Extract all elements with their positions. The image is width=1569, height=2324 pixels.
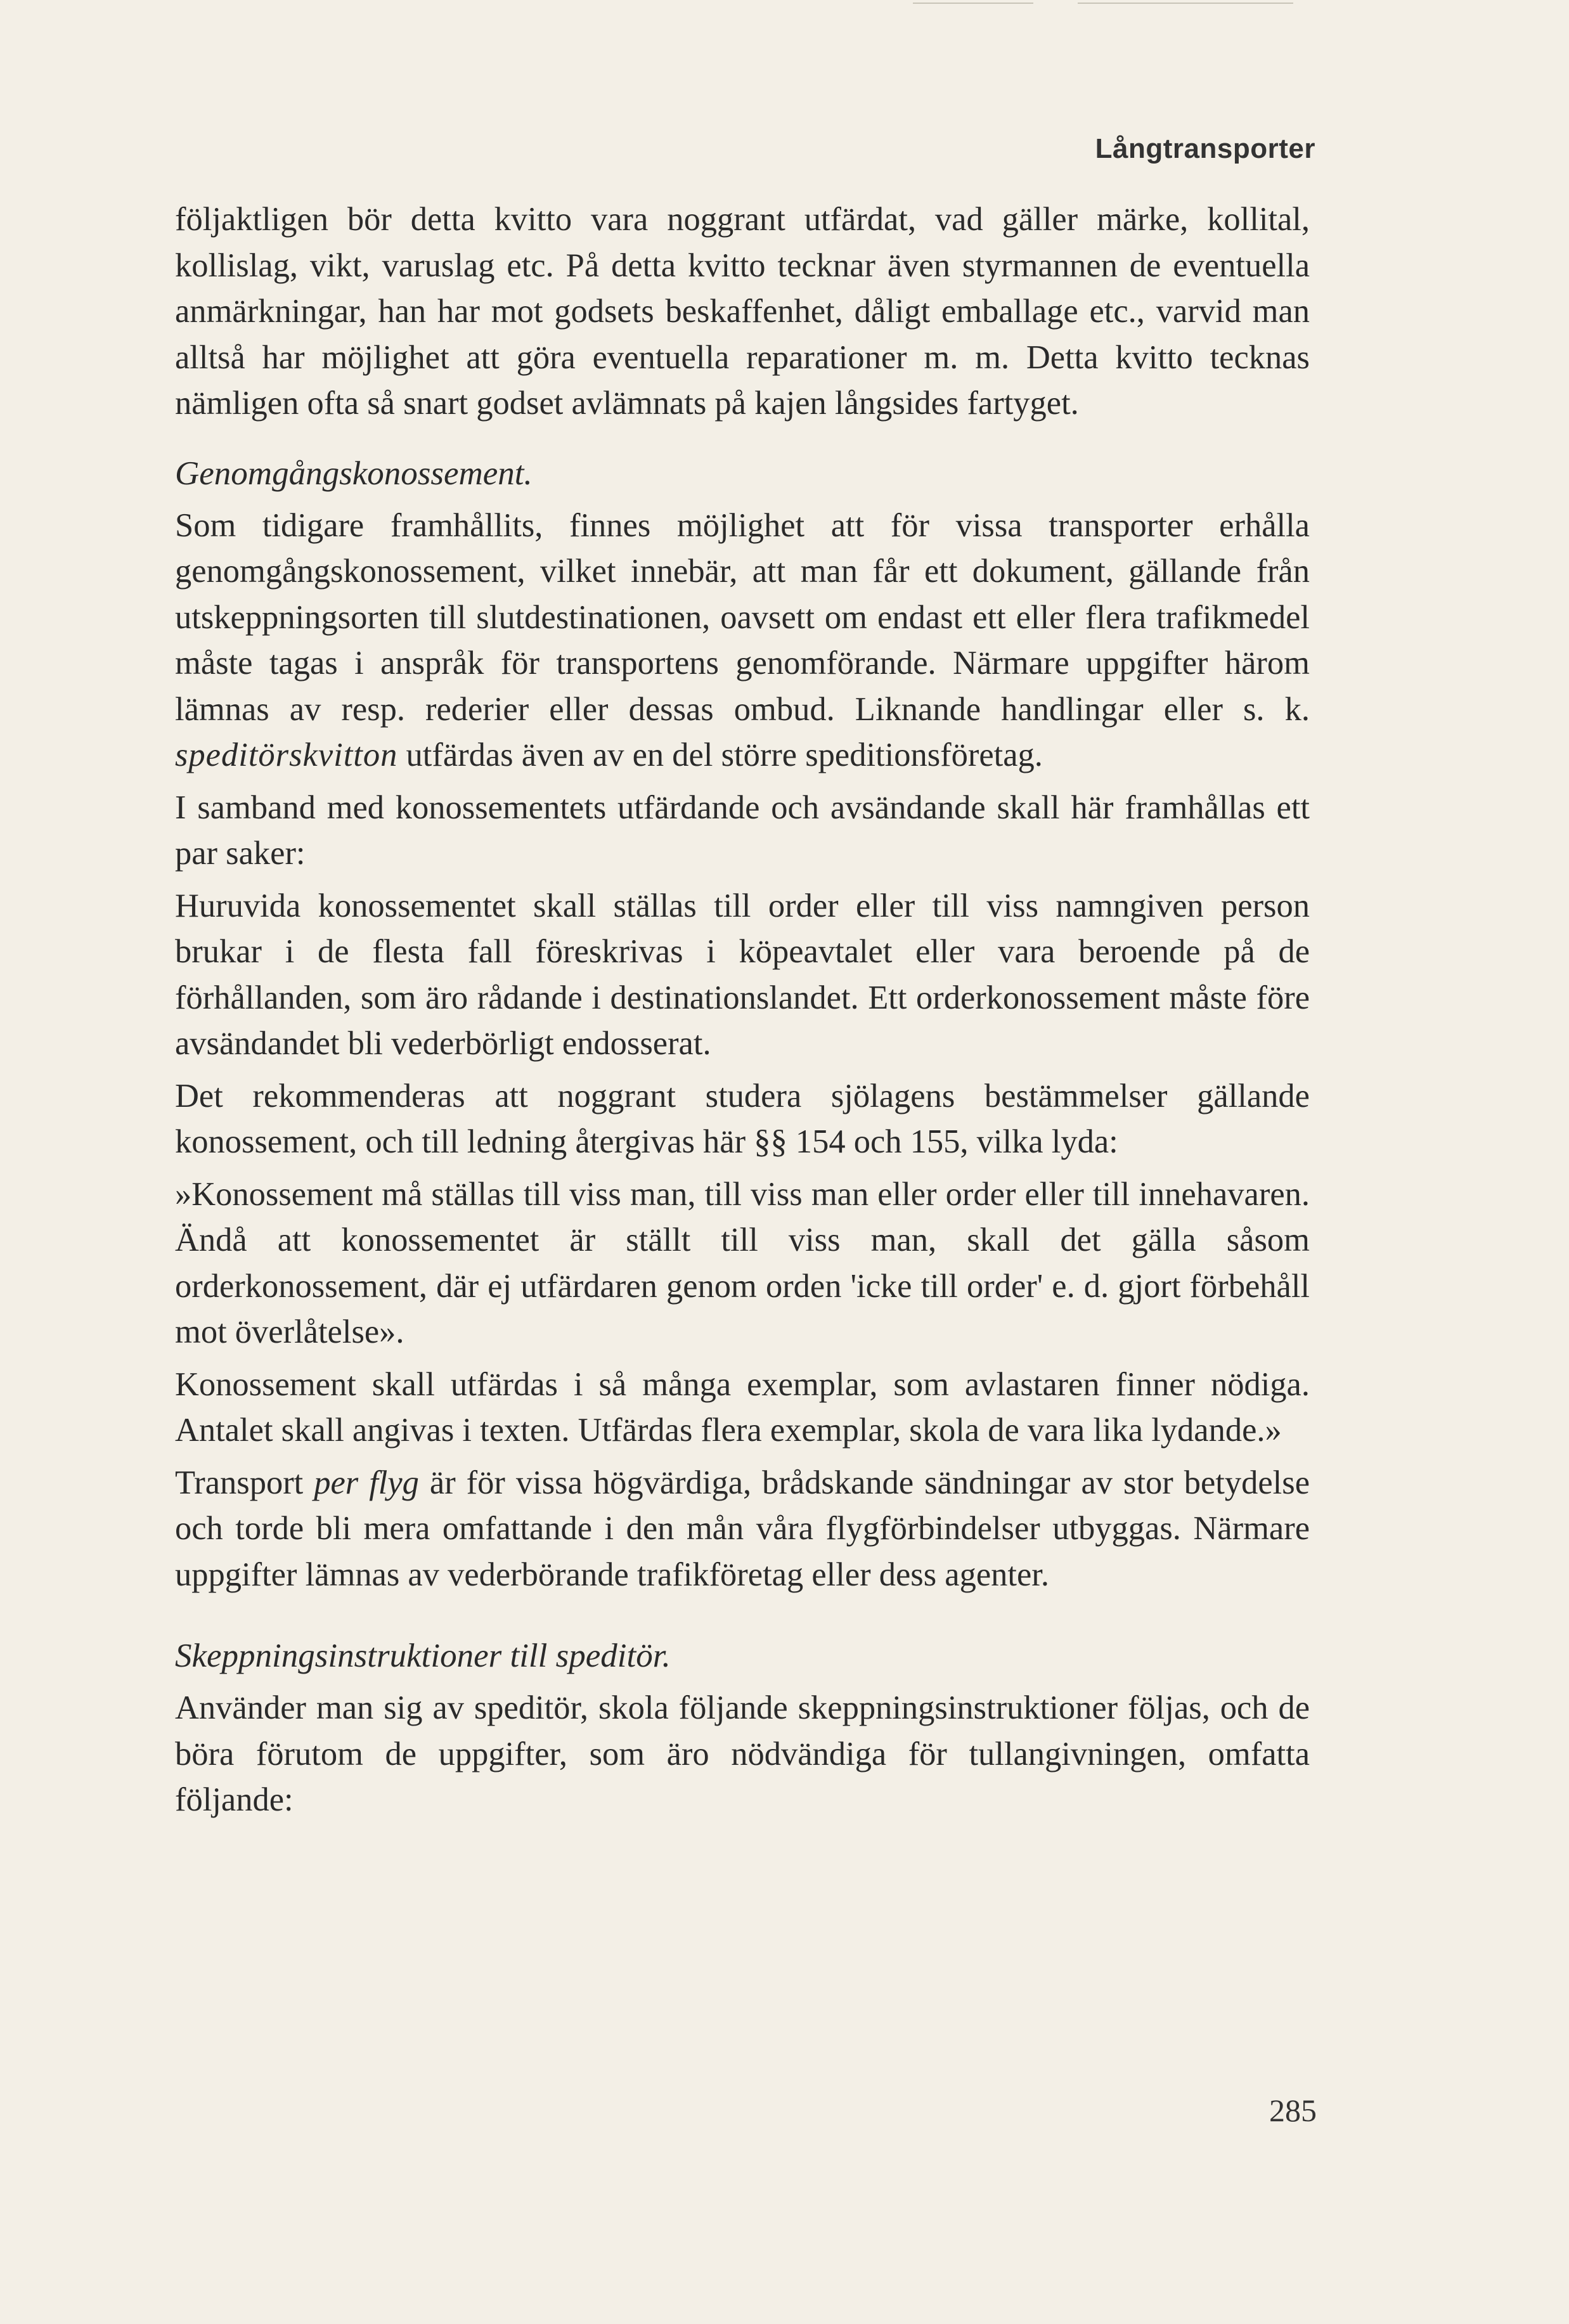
paragraph-text: är för vissa högvärdiga, brådskande sändningar av stor betydelse och torde bli mera omfattande i den mån våra flygförbindelser utbyggas. Närmare uppgifter lämnas av vederbörande trafikföretag eller dess agenter. <box>175 1464 1310 1593</box>
page-number: 285 <box>1269 2093 1317 2128</box>
paragraph-text: utfärdas även av en del större speditionsföretag. <box>406 737 1043 773</box>
paragraph: följaktligen bör detta kvitto vara noggrant utfärdat, vad gäller märke, kollital, kollislag, vikt, varuslag etc. På detta kvitto tecknar även styrmannen de eventuella anmärkningar, han har mot godsets beskaffenhet, dåligt emballage etc., varvid man alltså har möjlighet att göra eventuella reparationer m. m. Detta kvitto tecknas nämligen ofta så snart godset avlämnats på kajen långsides fartyget. <box>175 201 1310 422</box>
quotation: »Konossement må ställas till viss man, till viss man eller order eller till innehavaren. Ändå att konossementet är ställt till viss man, skall det gälla såsom orderkonossement, där ej utfärdaren genom orden 'icke till order' e. d. gjort förbehåll mot överlåtelse». <box>175 1175 1310 1350</box>
paragraph <box>175 1460 1310 1598</box>
top-edge-mark <box>1078 3 1293 4</box>
paragraph <box>175 503 1310 778</box>
paragraph-text: Transport <box>175 1464 304 1501</box>
italic-term: speditörskvitton <box>175 737 398 773</box>
italic-term: per flyg <box>314 1464 419 1501</box>
body-text <box>175 197 1310 1830</box>
paragraph: Använder man sig av speditör, skola följande skeppningsinstruktioner följas, och de böra förutom de uppgifter, som äro nödvändiga för tullangivningen, omfatta följande: <box>175 1689 1310 1818</box>
section-heading: Skeppningsinstruktioner till speditör. <box>175 1637 671 1674</box>
paragraph-text: Som tidigare framhållits, finnes möjlighet att för vissa transporter erhålla genomgångskonossement, vilket innebär, att man får ett dokument, gällande från utskeppningsorten till slutdestinationen, oavsett om endast ett eller flera trafikmedel måste tagas i anspråk för transportens genomförande. Närmare uppgifter härom lämnas av resp. rederier eller dessas ombud. Liknande handlingar eller s. k. <box>175 507 1310 728</box>
paragraph: I samband med konossementets utfärdande och avsändande skall här framhållas ett par saker: <box>175 789 1310 872</box>
paragraph: Huruvida konossementet skall ställas till order eller till viss namngiven person brukar i de flesta fall föreskrivas i köpeavtalet eller vara beroende på de förhållanden, som äro rådande i destinationslandet. Ett orderkonossement måste före avsändandet bli vederbörligt endosserat. <box>175 887 1310 1062</box>
running-header: Långtransporter <box>1095 133 1315 164</box>
quotation: Konossement skall utfärdas i så många exemplar, som avlastaren finner nödiga. Antalet skall angivas i texten. Utfärdas flera exemplar, skola de vara lika lydande.» <box>175 1365 1310 1449</box>
paragraph: Det rekommenderas att noggrant studera sjölagens bestämmelser gällande konossement, och till ledning återgivas här §§ 154 och 155, vilka lyda: <box>175 1077 1310 1160</box>
section-heading: Genomgångskonossement. <box>175 455 533 492</box>
top-edge-mark <box>913 3 1033 4</box>
